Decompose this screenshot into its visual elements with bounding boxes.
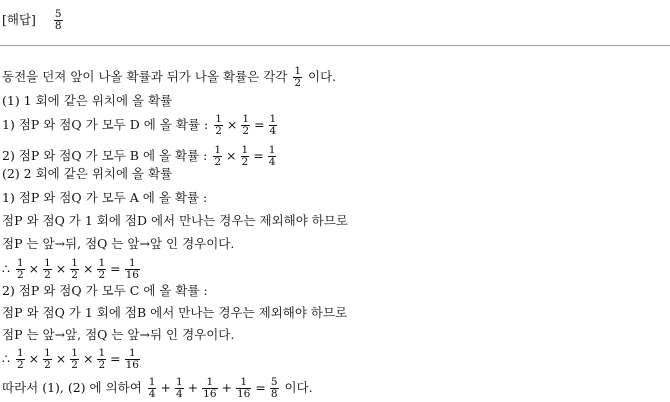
part2-case2-line1: 점P 와 점Q 가 1 회에 점B 에서 만나는 경우는 제외해야 하므로 <box>2 305 348 320</box>
part2-case1-line1: 점P 와 점Q 가 1 회에 점D 에서 만나는 경우는 제외해야 하므로 <box>2 213 348 228</box>
part1-header: (1) 1 회에 같은 위치에 올 확률 <box>2 93 173 108</box>
part2-case1-line2: 점P 는 앞→뒤, 점Q 는 앞→앞 인 경우이다. <box>2 236 235 251</box>
part2-case2-title: 2) 점P 와 점Q 가 모두 C 에 올 확률 : <box>2 283 208 298</box>
divider <box>0 45 670 46</box>
answer-label: [해답] <box>2 12 36 27</box>
part1-case1: 1) 점P 와 점Q 가 모두 D 에 올 확률 : $\frac{1}{2}$ × $\frac{1}{2}$ = $\frac{1}{4}$ <box>2 113 277 137</box>
part2-case1-product: ∴ $\frac{1}{2}$ × $\frac{1}{2}$ × $\frac{1}{2}$ × $\frac{1}{2}$ = $\frac{1}{16}$ <box>2 257 139 281</box>
intro-line: 동전을 던져 앞이 나올 확률과 뒤가 나올 확률은 각각 $\frac{1}{2}$ 이다. <box>2 65 337 89</box>
answer-fraction: $\frac{5}{8}$ <box>54 8 62 32</box>
conclusion-line: 따라서 (1), (2) 에 의하여 $\frac{1}{4}$ + $\frac{1}{4}$ + $\frac{1}{16}$ + $\frac{1}{16}$ = $\frac{5}{8}$ 이다. <box>2 376 313 400</box>
part2-case2-line2: 점P 는 앞→앞, 점Q 는 앞→뒤 인 경우이다. <box>2 327 235 342</box>
intro-fraction: $\frac{1}{2}$ <box>294 65 302 89</box>
part1-case2: 2) 점P 와 점Q 가 모두 B 에 올 확률 : $\frac{1}{2}$ × $\frac{1}{2}$ = $\frac{1}{4}$ <box>2 144 276 168</box>
part2-case1-title: 1) 점P 와 점Q 가 모두 A 에 올 확률 : <box>2 190 208 205</box>
part2-header: (2) 2 회에 같은 위치에 올 확률 <box>2 166 173 181</box>
answer-line <box>2 9 65 32</box>
part2-case2-product: ∴ $\frac{1}{2}$ × $\frac{1}{2}$ × $\frac{1}{2}$ × $\frac{1}{2}$ = $\frac{1}{16}$ <box>2 347 139 371</box>
